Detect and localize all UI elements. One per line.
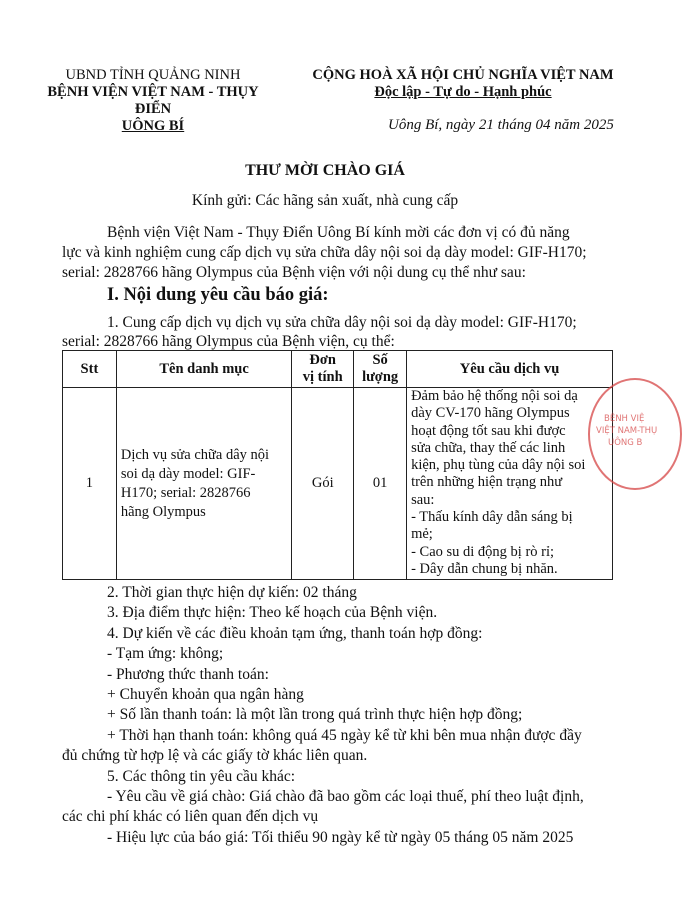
req-line: - Dây dẫn chung bị nhăn.	[411, 560, 558, 577]
terms-line: + Thời hạn thanh toán: không quá 45 ngày kể từ khi bên mua nhận được đầy	[107, 727, 582, 744]
item-1-line: serial: 2828766 hãng Olympus của Bệnh viện, cụ thể:	[62, 333, 395, 350]
req-line: - Thấu kính dây dẫn sáng bị	[411, 509, 573, 526]
stamp-text: BỆNH VIỆ	[604, 414, 645, 424]
req-line: - Cao su di động bị rò rỉ;	[411, 543, 555, 560]
terms-line: 4. Dự kiến về các điều khoản tạm ứng, thanh toán hợp đồng:	[107, 625, 483, 642]
terms-line: các chi phí khác có liên quan đến dịch vụ	[62, 808, 319, 825]
terms-line: 5. Các thông tin yêu cầu khác:	[107, 768, 296, 785]
terms-line: - Tạm ứng: không;	[107, 645, 224, 662]
terms-line: - Yêu cầu về giá chào: Giá chào đã bao gồm các loại thuế, phí theo luật định,	[107, 788, 584, 805]
item-1-paragraph	[0, 313, 650, 353]
country-name: CỘNG HOÀ XÃ HỘI CHỦ NGHĨA VIỆT NAM	[312, 67, 614, 83]
terms-line: + Số lần thanh toán: là một lần trong quá trình thực hiện hợp đồng;	[107, 706, 523, 723]
req-line: mẻ;	[411, 526, 433, 543]
header-unit-line: vị tính	[302, 369, 343, 385]
intro-line: serial: 2828766 hãng Olympus của Bệnh viện với nội dung cụ thể như sau:	[62, 264, 526, 281]
issuer-hospital-city: UÔNG BÍ	[121, 118, 185, 134]
cell-name	[116, 388, 291, 580]
cell-name-line: hãng Olympus	[120, 503, 206, 520]
cell-name-line: H170; serial: 2828766	[120, 484, 251, 501]
section-heading: I. Nội dung yêu cầu báo giá:	[107, 285, 329, 305]
greeting: Kính gửi: Các hãng sản xuất, nhà cung cấp	[191, 192, 459, 209]
table-row	[63, 388, 613, 580]
terms-line: - Hiệu lực của báo giá: Tối thiểu 90 ngày kể từ ngày 05 tháng 05 năm 2025	[107, 829, 574, 846]
header-qty-line: lượng	[362, 369, 399, 385]
issuer-block	[28, 67, 278, 135]
header-qty	[354, 351, 407, 388]
stamp-text: VIỆT NAM-THỤ	[596, 426, 658, 436]
table-header-row	[63, 351, 613, 388]
issuer-hospital: BỆNH VIỆN VIỆT NAM - THỤY ĐIỂN	[47, 84, 259, 117]
item-1-line: 1. Cung cấp dịch vụ dịch vụ sửa chữa dây nội soi dạ dày model: GIF-H170;	[107, 314, 577, 331]
header-unit-line: Đơn	[309, 352, 336, 368]
cell-stt: 1	[63, 388, 117, 580]
national-motto-block	[290, 67, 636, 101]
official-stamp	[588, 378, 682, 490]
national-motto: Độc lập - Tự do - Hạnh phúc	[374, 84, 552, 100]
cell-qty: 01	[354, 388, 407, 580]
cell-requirement	[407, 388, 613, 580]
terms-line: 2. Thời gian thực hiện dự kiến: 02 tháng	[107, 584, 357, 601]
req-line: sửa chữa, thay thế các linh	[411, 439, 566, 456]
header-requirement: Yêu cầu dịch vụ	[407, 351, 613, 388]
stamp-text: UÔNG B	[608, 438, 643, 448]
cell-name-line: Dịch vụ sửa chữa dây nội	[120, 446, 270, 463]
req-line: trên những hiện trạng như	[411, 474, 563, 491]
intro-paragraph	[0, 223, 650, 283]
header-stt: Stt	[63, 351, 117, 388]
terms-list	[0, 583, 650, 853]
header-unit	[292, 351, 354, 388]
req-line: kiện, phụ tùng của dây nội soi	[411, 457, 586, 474]
place-date: Uông Bí, ngày 21 tháng 04 năm 2025	[388, 117, 614, 133]
terms-line: đủ chứng từ hợp lệ và các giấy tờ khác liên quan.	[62, 747, 368, 764]
req-line: sau:	[411, 491, 435, 508]
req-line: hoạt động tốt sau khi được	[411, 422, 566, 439]
issuer-province: UBND TỈNH QUẢNG NINH	[65, 67, 241, 83]
req-line: dày CV-170 hãng Olympus	[411, 405, 570, 422]
terms-line: - Phương thức thanh toán:	[107, 666, 269, 683]
intro-line: Bệnh viện Việt Nam - Thụy Điển Uông Bí kính mời các đơn vị có đủ năng	[107, 224, 570, 241]
header-qty-line: Số	[372, 352, 388, 368]
document-title: THƯ MỜI CHÀO GIÁ	[245, 162, 405, 179]
cell-unit: Gói	[292, 388, 354, 580]
header-name: Tên danh mục	[116, 351, 291, 388]
req-line: Đảm bảo hệ thống nội soi dạ	[411, 388, 578, 404]
terms-line: + Chuyển khoản qua ngân hàng	[107, 686, 304, 703]
intro-line: lực và kinh nghiệm cung cấp dịch vụ sửa chữa dây nội soi dạ dày model: GIF-H170;	[62, 244, 587, 261]
service-table	[62, 350, 613, 580]
cell-name-line: soi dạ dày model: GIF-	[120, 465, 256, 482]
terms-line: 3. Địa điểm thực hiện: Theo kế hoạch của Bệnh viện.	[107, 604, 438, 621]
